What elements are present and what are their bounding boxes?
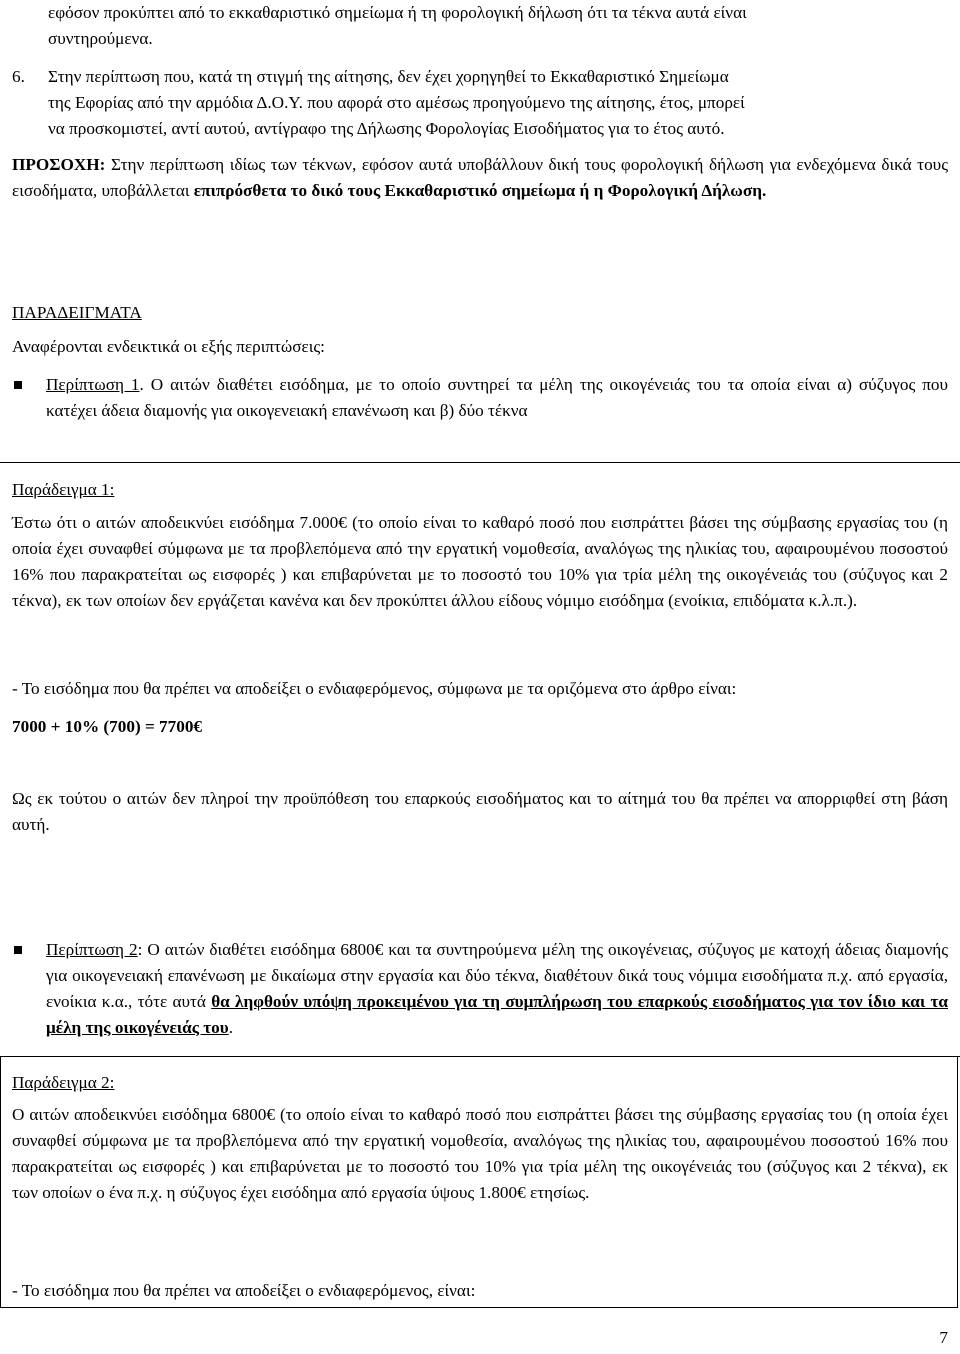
example-1-paragraph: Έστω ότι ο αιτών αποδεικνύει εισόδημα 7.000€ (το οποίο είναι το καθαρό ποσό που εισπράττει βάσει της σύμβασης εργασίας του (η οποία έχει συναφθεί σύμφωνα με τα προβλεπόμενα από την εργατική νομοθεσία, αναλόγως της ηλικίας του, αφαιρουμένου ποσοστού 16% που παρακρατείται ως εισφορές ) και επιβαρύνεται με το ποσοστό του 10% για τρία μέλη της οικογένειάς του (σύζυγος και 2 τέκνα), εκ των οποίων δεν εργάζεται κανένα και δεν προκύπτει άλλου είδους νόμιμο εισόδημα (ενοίκια, επιδόματα κ.λ.π.). [12,513,948,610]
example-1-formula-wrap [12,714,948,740]
case-1 [12,372,948,424]
attention-paragraph [12,152,948,204]
example-1-conclusion: Ως εκ τούτου ο αιτών δεν πληροί την προϋπόθεση του επαρκούς εισοδήματος και το αίτημά του θα πρέπει να απορριφθεί στη βάση αυτή. [12,789,948,834]
case-2-emphasis: θα ληφθούν υπόψη προκειμένου για τη συμπλήρωση του επαρκούς εισοδήματος για τον ίδιο και τα μέλη της οικογένειάς του [46,992,948,1037]
case-2 [12,937,948,1041]
example-2-title: Παράδειγμα 2: [12,1073,115,1092]
example-1-top-rule [0,462,960,463]
example-2-title-wrap [12,1070,948,1096]
examples-section [12,300,948,360]
example-1-formula: 7000 + 10% (700) = 7700€ [12,717,203,736]
attention-text: Στην περίπτωση ιδίως των τέκνων, εφόσον αυτά υποβάλλουν δική τους φορολογική δήλωση για ενδεχόμενα δικά τους εισοδήματα, υποβάλλεται [12,155,948,200]
attention-label: ΠΡΟΣΟΧΗ: [12,155,106,174]
page-number: 7 [939,1328,948,1347]
item-6-number: 6. [12,67,25,86]
case-1-dot: . [139,375,144,394]
example-1-title: Παράδειγμα 1: [12,480,115,499]
examples-subheading: Αναφέρονται ενδεικτικά οι εξής περιπτώσεις: [12,337,325,356]
example-1-title-wrap [12,477,948,503]
attention-bold-tail: επιπρόσθετα το δικό τους Εκκαθαριστικό σημείωμα ή η Φορολογική Δήλωση. [193,181,767,200]
case-1-label: Περίπτωση 1 [46,375,140,394]
item-6 [12,64,948,142]
item-6-line-3: να προσκομιστεί, αντί αυτού, αντίγραφο της Δήλωσης Φορολογίας Εισοδήματος για το έτος αυτό. [48,119,725,138]
item-6-line-1: Στην περίπτωση που, κατά τη στιγμή της αίτησης, δεν έχει χορηγηθεί το Εκκαθαριστικό Σημείωμα [48,67,729,86]
case-2-label: Περίπτωση 2 [46,940,138,959]
case-2-end: . [228,1018,233,1037]
intro-line-1: εφόσον προκύπτει από το εκκαθαριστικό σημείωμα ή τη φορολογική δήλωση ότι τα τέκνα αυτά είναι [48,3,747,22]
example-2-income-line: - Το εισόδημα που θα πρέπει να αποδείξει ο ενδιαφερόμενος, είναι: [12,1281,476,1300]
item-6-line-2: της Εφορίας από την αρμόδια Δ.Ο.Υ. που αφορά στο αμέσως προηγούμενο της αίτησης, έτος, μπορεί [48,93,745,112]
example-1-income-line: - Το εισόδημα που θα πρέπει να αποδείξει ο ενδιαφερόμενος, σύμφωνα με τα οριζόμενα στο άρθρο είναι: [12,679,737,698]
intro-line-2: συντηρούμενα. [48,29,153,48]
examples-heading: ΠΑΡΑΔΕΙΓΜΑΤΑ [12,303,142,322]
case-1-text: Ο αιτών διαθέτει εισόδημα, με το οποίο συντηρεί τα μέλη της οικογένειάς του τα οποία είναι α) σύζυγος που κατέχει άδεια διαμονής για οικογενειακή επανένωση και β) δύο τέκνα [46,375,948,420]
square-bullet-icon [14,946,22,954]
case-2-text: : Ο αιτών διαθέτει εισόδημα 6800€ και τα συντηρούμενα μέλη της οικογένειας, σύζυγος με κατοχή άδειας διαμονής για οικογενειακή επανένωση με δικαίωμα στην εργασία και δύο τέκνα, διαθέτουν δικά τους νόμιμα εισοδήματα π.χ. από εργασία, ενοίκια κ.α., τότε αυτά [46,940,949,1011]
square-bullet-icon [14,381,22,389]
example-2-paragraph: Ο αιτών αποδεικνύει εισόδημα 6800€ (το οποίο είναι το καθαρό ποσό που εισπράττει βάσει της σύμβασης εργασίας του (η οποία έχει συναφθεί σύμφωνα με τα προβλεπόμενα από την εργατική νομοθεσία, αναλόγως της ηλικίας του, αφαιρουμένου ποσοστού 16% που παρακρατείται ως εισφορές ) και επιβαρύνεται με το ποσοστό του 10% για τρία μέλη της οικογένειάς του (σύζυγος και 2 τέκνα), εκ των οποίων ο ένα π.χ. η σύζυγος έχει εισόδημα από εργασία ύψους 1.800€ ετησίως. [12,1105,948,1202]
intro-paragraph [12,0,948,52]
